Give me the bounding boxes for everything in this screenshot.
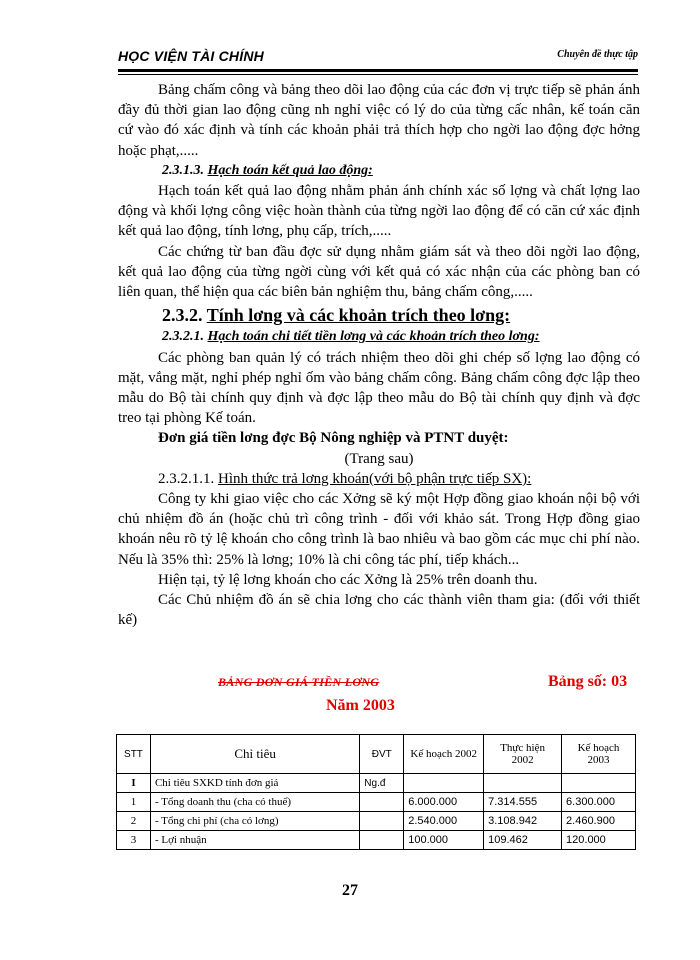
col-header-kh2002: Kế hoạch 2002 bbox=[404, 735, 484, 774]
paragraph: Bảng chấm công và bảng theo dõi lao động của các đơn vị trực tiếp sẽ phản ánh đầy đủ thời gian lao động cũng nh nghỉ việc có lý do của từng cấc nhân, kế toán căn cứ vào đó xác định và tính các khoản phải trả thích hợp cho ngời lao động đợc hởng hoặc phạt,..... bbox=[118, 82, 640, 159]
cell-th2002: 7.314.555 bbox=[484, 793, 562, 812]
section-title: Tính lơng và các khoản trích theo lơng: bbox=[206, 305, 511, 326]
col-header-dvt: ĐVT bbox=[360, 735, 404, 774]
cell-kh2003: 120.000 bbox=[562, 831, 636, 850]
section-heading-232 bbox=[118, 305, 640, 325]
paragraph: Hạch toán kết quả lao động nhằm phản ánh chính xác số lợng và chất lợng lao động và khối lợng công việc hoàn thành của từng ngời lao động để có căn cứ xác định kết quả lao động, tính lơng, phụ cấp, trích,..... bbox=[118, 183, 640, 240]
section-heading-23211 bbox=[118, 469, 640, 489]
paragraph: Các chứng từ ban đầu đợc sử dụng nhằm giám sát và theo dõi ngời lao động, kết quả lao động của từng ngời cùng với kết quả có xác nhận của các phòng ban có liên quan, thể hiện qua các biên bản nghiệm thu, bảng chấm công,..... bbox=[118, 243, 640, 301]
cell-stt: I bbox=[117, 774, 151, 793]
table-row bbox=[117, 812, 636, 831]
wage-table bbox=[116, 734, 636, 850]
header-institution: HỌC VIỆN TÀI CHÍNH bbox=[118, 48, 264, 64]
cell-kh2003 bbox=[562, 774, 636, 793]
cell-chitieu: Chỉ tiêu SXKD tính đơn giá bbox=[150, 774, 359, 793]
section-heading-2321 bbox=[118, 327, 640, 347]
cell-stt: 3 bbox=[117, 831, 151, 850]
cell-kh2003: 2.460.900 bbox=[562, 812, 636, 831]
body-text bbox=[118, 80, 640, 630]
cell-kh2003: 6.300.000 bbox=[562, 793, 636, 812]
center-note: (Trang sau) bbox=[344, 450, 414, 467]
table-row bbox=[117, 793, 636, 812]
table-row bbox=[117, 831, 636, 850]
cell-chitieu: - Tổng chi phí (cha có lơng) bbox=[150, 812, 359, 831]
table-header-row bbox=[117, 735, 636, 774]
paragraph: Hiện tại, tỷ lệ lơng khoán cho các Xởng là 25% trên doanh thu. bbox=[158, 571, 538, 588]
cell-kh2002: 2.540.000 bbox=[404, 812, 484, 831]
cell-kh2002 bbox=[404, 774, 484, 793]
section-title: Hạch toán kết quả lao động: bbox=[207, 162, 373, 178]
cell-dvt bbox=[360, 793, 404, 812]
paragraph: Các Chủ nhiệm đồ án sẽ chia lơng cho các thành viên tham gia: (đối với thiết kế) bbox=[118, 592, 640, 629]
section-heading-2313 bbox=[118, 161, 640, 181]
table-row bbox=[117, 774, 636, 793]
table-number: Bảng số: 03 bbox=[548, 673, 628, 690]
cell-dvt: Ng.đ bbox=[360, 774, 404, 793]
section-number: 2.3.2.1.1. bbox=[158, 470, 215, 487]
page-number: 27 bbox=[342, 882, 358, 899]
page-header bbox=[118, 48, 638, 70]
header-doc-type: Chuyên đề thực tập bbox=[557, 49, 638, 60]
paragraph: Công ty khi giao việc cho các Xởng sẽ ký một Hợp đồng giao khoán nội bộ với chủ nhiệm đồ án (hoặc chủ trì công trình - đối với khảo sát. Trong Hợp đồng giao khoán nêu rõ tỷ lệ khoán cho công trình là bao nhiêu và bao gồm các mục chi phí nào. Nếu là 35% thì: 25% là lơng; 10% là chi công tác phí, tiếp khách... bbox=[118, 491, 640, 568]
section-number: 2.3.2.1. bbox=[162, 329, 204, 345]
col-header-kh2003: Kế hoạch 2003 bbox=[562, 735, 636, 774]
col-header-th2002: Thực hiện 2002 bbox=[484, 735, 562, 774]
cell-chitieu: - Lợi nhuận bbox=[150, 831, 359, 850]
section-number: 2.3.1.3. bbox=[162, 162, 204, 178]
cell-dvt bbox=[360, 831, 404, 850]
section-number: 2.3.2. bbox=[162, 305, 203, 326]
section-title: Hình thức trả lơng khoán(với bộ phận trực tiếp SX): bbox=[218, 470, 532, 487]
col-header-chitieu: Chỉ tiêu bbox=[150, 735, 359, 774]
cell-kh2002: 6.000.000 bbox=[404, 793, 484, 812]
section-title: Hạch toán chi tiết tiền lơng và các khoản trích theo lơng: bbox=[207, 329, 540, 345]
cell-th2002: 3.108.942 bbox=[484, 812, 562, 831]
cell-kh2002: 100.000 bbox=[404, 831, 484, 850]
cell-th2002: 109.462 bbox=[484, 831, 562, 850]
table-title: BẢNG ĐƠN GIÁ TIỀN LƠNG bbox=[218, 675, 380, 689]
col-header-stt: STT bbox=[117, 735, 151, 774]
cell-stt: 1 bbox=[117, 793, 151, 812]
bold-statement: Đơn giá tiền lơng đợc Bộ Nông nghiệp và PTNT duyệt: bbox=[158, 430, 509, 447]
header-rule bbox=[118, 69, 638, 72]
header-rule-thin bbox=[118, 74, 638, 75]
cell-dvt bbox=[360, 812, 404, 831]
cell-stt: 2 bbox=[117, 812, 151, 831]
paragraph: Các phòng ban quản lý có trách nhiệm theo dõi ghi chép số lợng lao động có mặt, vắng mặt, nghỉ phép nghỉ ốm vào bảng chấm công. Bảng chấm công đợc lập theo mẫu do Bộ tài chính quy định và đợc lập theo mẫu do Bộ tài chính quy định và đợc treo tại phòng Kế toán. bbox=[118, 349, 640, 427]
table-year: Năm 2003 bbox=[326, 697, 395, 714]
cell-chitieu: - Tổng doanh thu (cha có thuế) bbox=[150, 793, 359, 812]
cell-th2002 bbox=[484, 774, 562, 793]
